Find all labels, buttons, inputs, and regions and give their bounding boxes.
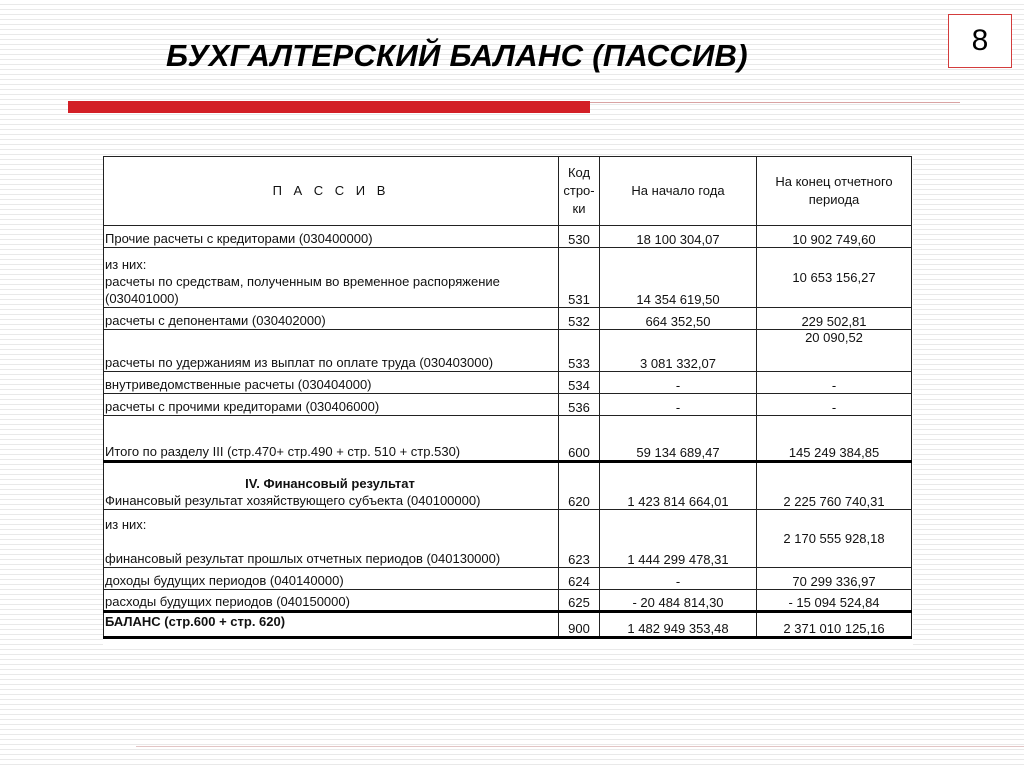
row-end-value: - [757, 394, 912, 416]
row-start-value: - 20 484 814,30 [600, 590, 757, 612]
row-code: 534 [559, 372, 600, 394]
header-end-of-period [757, 157, 912, 226]
row-name-line: финансовый результат прошлых отчетных периодов (040130000) [105, 551, 501, 566]
row-start-value: - [600, 568, 757, 590]
row-end-value: 229 502,81 [757, 308, 912, 330]
table-header-row [104, 157, 912, 226]
row-name [104, 510, 559, 568]
table-row [104, 394, 912, 416]
row-code: 536 [559, 394, 600, 416]
row-start-value: 14 354 619,50 [600, 248, 757, 308]
header-code-line2: стро- [563, 183, 595, 198]
row-start-value: 1 423 814 664,01 [600, 462, 757, 510]
row-code: 624 [559, 568, 600, 590]
table-row [104, 568, 912, 590]
row-code: 600 [559, 416, 600, 462]
row-code: 623 [559, 510, 600, 568]
row-code: 532 [559, 308, 600, 330]
row-name [104, 248, 559, 308]
bottom-rule [136, 746, 1024, 747]
section-heading: IV. Финансовый результат [245, 476, 415, 491]
row-end-value: 20 090,52 [757, 330, 912, 372]
table-row [104, 226, 912, 248]
row-code: 625 [559, 590, 600, 612]
row-name: Прочие расчеты с кредиторами (030400000) [104, 226, 559, 248]
table-row [104, 590, 912, 612]
title-rule [590, 102, 960, 103]
header-code-line1: Код [567, 165, 591, 180]
row-end-value: - 15 094 524,84 [757, 590, 912, 612]
balance-liabilities-table [103, 156, 912, 639]
table-row [104, 308, 912, 330]
row-start-value: 1 482 949 353,48 [600, 612, 757, 638]
header-passive: П А С С И В [104, 157, 559, 226]
row-name-line: Финансовый результат хозяйствующего субъекта (040100000) [105, 493, 481, 508]
row-name: БАЛАНС (стр.600 + стр. 620) [104, 612, 559, 638]
row-start-value: - [600, 394, 757, 416]
table-row [104, 372, 912, 394]
row-code: 620 [559, 462, 600, 510]
row-name: расходы будущих периодов (040150000) [104, 590, 559, 612]
row-start-value: 1 444 299 478,31 [600, 510, 757, 568]
table-row [104, 510, 912, 568]
table-row-subtotal [104, 416, 912, 462]
row-start-value: 664 352,50 [600, 308, 757, 330]
row-prefix: из них: [105, 517, 147, 532]
row-code: 533 [559, 330, 600, 372]
row-end-value: 10 653 156,27 [757, 248, 912, 308]
row-code: 530 [559, 226, 600, 248]
row-start-value: 3 081 332,07 [600, 330, 757, 372]
row-end-value: 2 371 010 125,16 [757, 612, 912, 638]
row-name-line1: расчеты по средствам, полученным во временное распоряжение [105, 274, 500, 289]
header-start-of-year: На начало года [600, 157, 757, 226]
row-name: доходы будущих периодов (040140000) [104, 568, 559, 590]
row-end-value: - [757, 372, 912, 394]
row-prefix: из них: [105, 257, 147, 272]
table-row-total [104, 612, 912, 638]
row-start-value: 59 134 689,47 [600, 416, 757, 462]
row-name: расчеты по удержаниям из выплат по оплате труда (030403000) [104, 330, 559, 372]
row-name: расчеты с депонентами (030402000) [104, 308, 559, 330]
header-end-line2: периода [808, 192, 860, 207]
row-name-line2: (030401000) [105, 291, 179, 306]
row-end-value: 10 902 749,60 [757, 226, 912, 248]
table-row [104, 248, 912, 308]
row-end-value: 2 170 555 928,18 [757, 510, 912, 568]
table-row [104, 462, 912, 510]
title-accent-bar [68, 101, 590, 113]
header-end-line1: На конец отчетного [775, 174, 893, 189]
balance-table-container [103, 156, 913, 646]
header-code-line3: ки [572, 201, 586, 216]
row-end-value: 70 299 336,97 [757, 568, 912, 590]
header-code [559, 157, 600, 226]
row-end-value: 145 249 384,85 [757, 416, 912, 462]
table-row [104, 330, 912, 372]
row-name: внутриведомственные расчеты (030404000) [104, 372, 559, 394]
row-start-value: 18 100 304,07 [600, 226, 757, 248]
row-end-value: 2 225 760 740,31 [757, 462, 912, 510]
row-name: расчеты с прочими кредиторами (030406000) [104, 394, 559, 416]
row-name: Итого по разделу III (стр.470+ стр.490 + стр. 510 + стр.530) [104, 416, 559, 462]
row-code: 531 [559, 248, 600, 308]
row-code: 900 [559, 612, 600, 638]
row-name [104, 462, 559, 510]
slide-title: БУХГАЛТЕРСКИЙ БАЛАНС (ПАССИВ) [166, 38, 748, 73]
slide-number: 8 [948, 14, 1012, 68]
row-start-value: - [600, 372, 757, 394]
